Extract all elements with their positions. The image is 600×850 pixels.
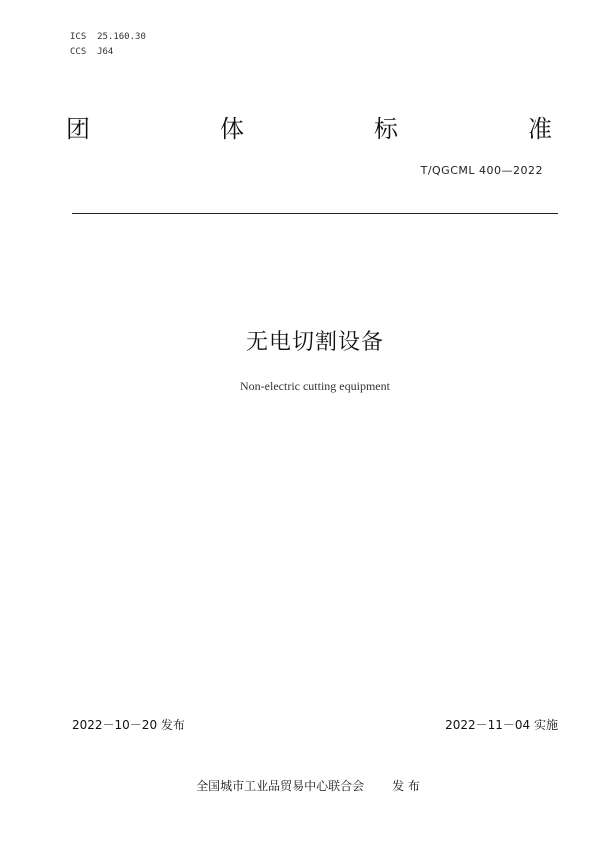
document-title-chinese: 无电切割设备 [245, 330, 384, 355]
issuer-line [0, 777, 600, 794]
ics-code: ICS 25.160.30 [70, 32, 146, 42]
issuer-action: 发 布 [392, 779, 420, 793]
ccs-code: CCS J64 [70, 47, 114, 57]
header-divider [72, 213, 558, 214]
effective-date: 2022－11－04 实施 [445, 718, 558, 732]
standard-type-char: 准 [528, 115, 552, 143]
issuer-name: 全国城市工业品贸易中心联合会 [196, 779, 365, 793]
classification-codes [70, 30, 146, 60]
publish-date: 2022－10－20 发布 [72, 718, 185, 732]
standard-type-char: 团 [66, 115, 90, 143]
standard-number: T/QGCML 400—2022 [420, 164, 543, 177]
document-title-english: Non-electric cutting equipment [240, 379, 390, 393]
standard-type-char: 标 [374, 115, 398, 143]
standard-type-heading [66, 114, 552, 144]
standard-type-char: 体 [220, 115, 244, 143]
